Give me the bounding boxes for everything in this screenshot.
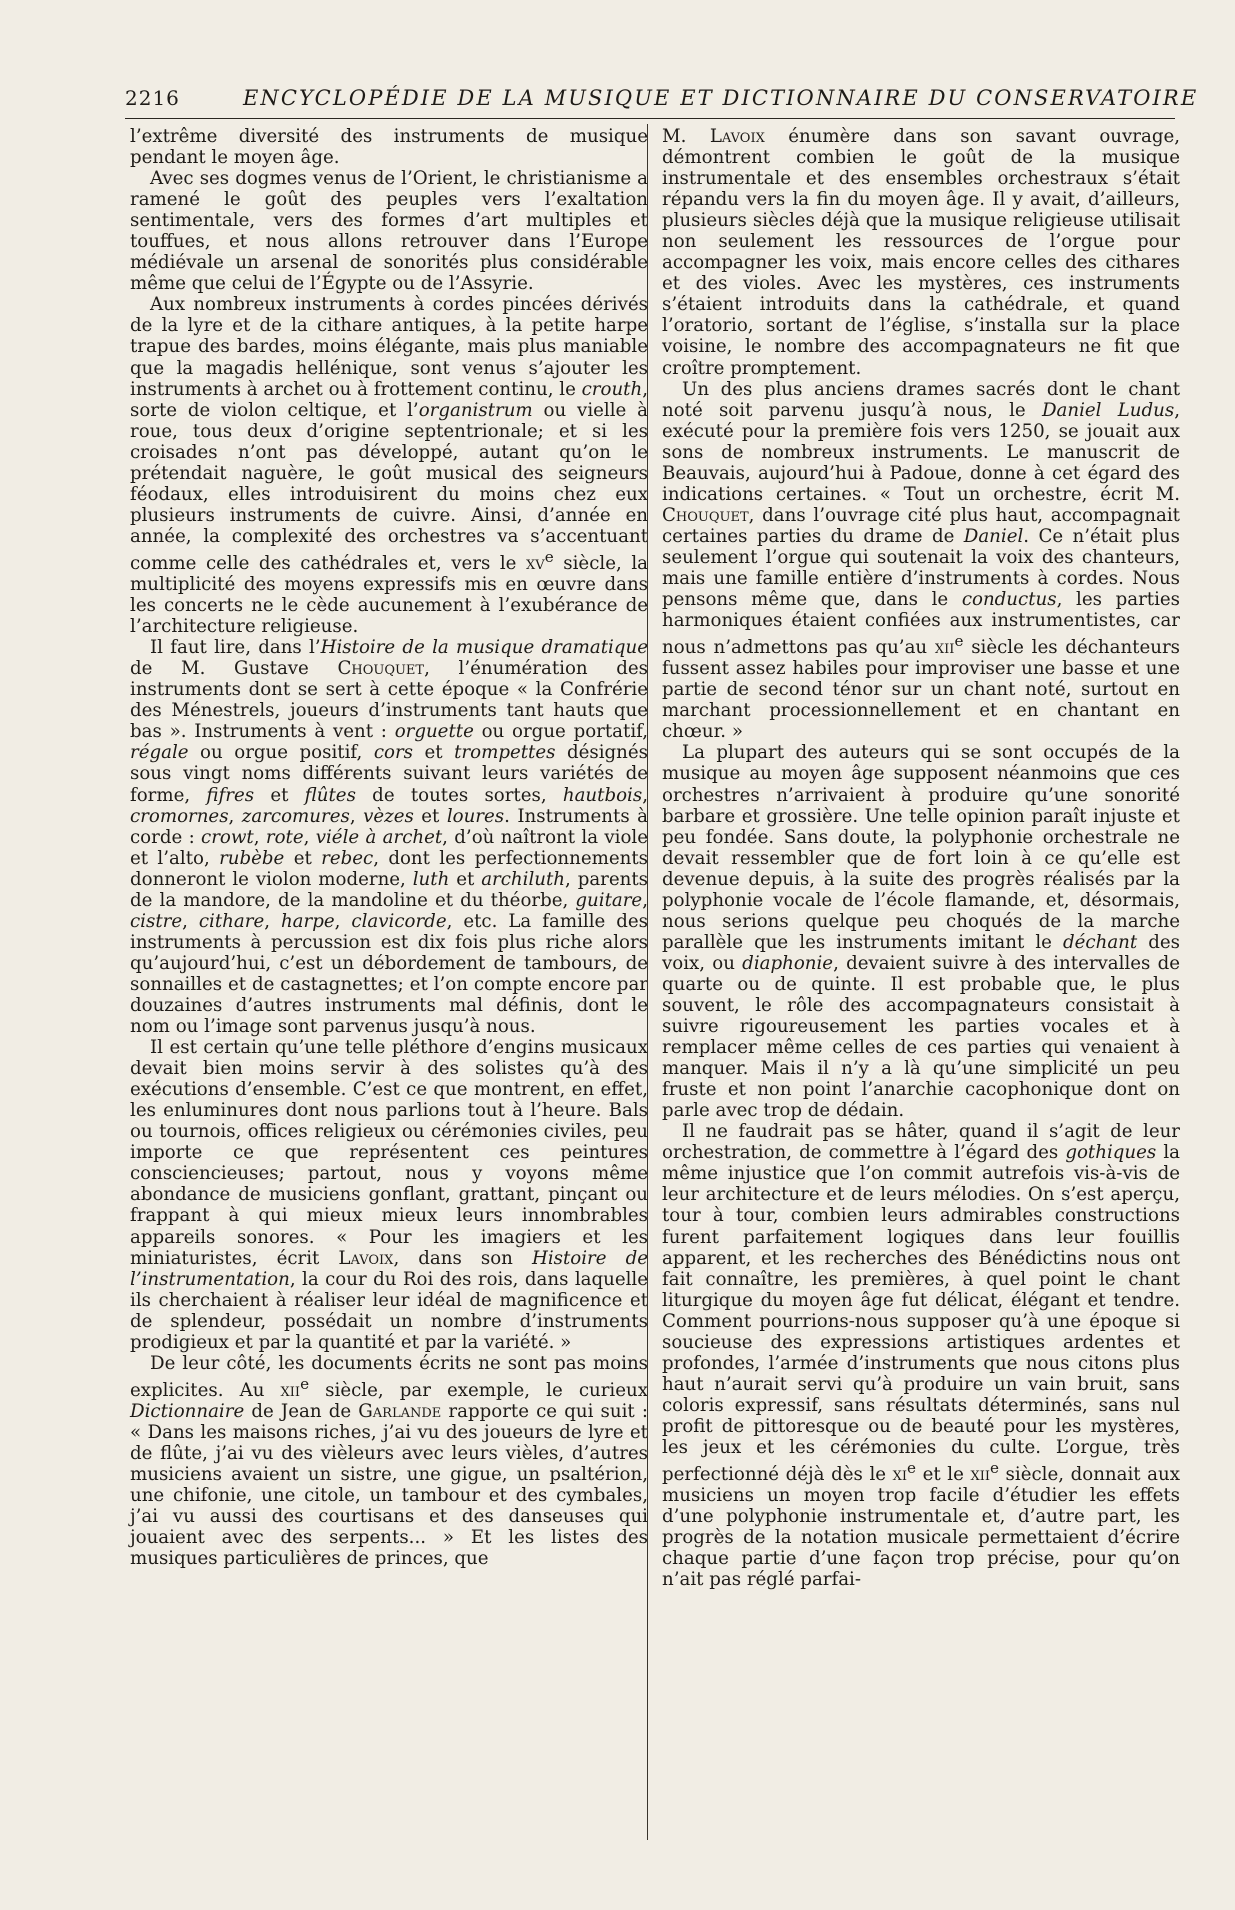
right-text-column bbox=[662, 126, 1180, 1590]
paragraph: M. Lavoix énumère dans son savant ouvrage, démontrent combien le goût de la musique instrumentale et des ensembles orchestraux s’était répandu vers la fin du moyen âge. Il y avait, d’ailleurs, plusieurs siècles déjà que la musique religieuse utilisait non seulement les ressources de l’orgue pour accompagner les voix, mais encore celles des cithares et des violes. Avec les mystères, ces instruments s’étaient introduits dans la cathédrale, et quand l’oratorio, sortant de l’église, s’installa sur la place voisine, le nombre des accompagnateurs ne fit que croître promptement. bbox=[662, 126, 1181, 379]
paragraph: Un des plus anciens drames sacrés dont le chant noté soit parvenu jusqu’à nous, le Daniel Ludus, exécuté pour la première fois vers 1250, se jouait aux sons de nombreux instruments. Le manuscrit de Beauvais, aujourd’hui à Padoue, donne à cet égard des indications certaines. « Tout un orchestre, écrit M. Chouquet, dans l’ouvrage cité plus haut, accompagnait certaines parties du drame de Daniel. Ce n’était plus seulement l’orgue qui soutenait la voix des chanteurs, mais une famille entière d’instruments à cordes. Nous pensons même que, dans le conductus, les parties harmoniques étaient confiées aux instrumentistes, car nous n’admettons pas qu’au xii$^e$ siècle les déchanteurs fussent assez habiles pour improviser une basse et une partie de second ténor sur un chant noté, surtout en marchant processionnellement et en chantant en chœur. » bbox=[662, 378, 1180, 743]
column-divider bbox=[647, 124, 648, 1840]
paragraph: l’extrême diversité des instruments de musique pendant le moyen âge. bbox=[130, 126, 648, 169]
running-title: ENCYCLOPÉDIE DE LA MUSIQUE ET DICTIONNAIRE DU CONSERVATOIRE bbox=[243, 86, 1199, 110]
paragraph: Il ne faudrait pas se hâter, quand il s’agit de leur orchestration, de commettre à l’égard des gothiques la même injustice que l’on commit autrefois vis-à-vis de leur architecture et de leurs mélodies. On s’est aperçu, tour à tour, combien leurs admirables constructions furent parfaitement logiques dans leur fouillis apparent, et les recherches des Bénédictins nous ont fait connaître, les premières, à quel point le chant liturgique du moyen âge fut délicat, élégant et tendre. Comment pourrions-nous supposer qu’à une époque si soucieuse des expressions artistiques ardentes et profondes, l’armée d’instruments que nous citons plus haut n’aurait servi qu’à produire un vain bruit, sans coloris expressif, sans résultats déterminés, sans nul profit de pittoresque ou de beauté pour les mystères, les jeux et les cérémonies du culte. L’orgue, très perfectionné déjà dès le $xi^e$ et le xii$^e$ siècle, donnait aux musiciens un moyen trop facile d’étudier les effets d’une polyphonie instrumentale et, d’autre part, les progrès de la notation musicale permettaient d’écrire chaque partie d’une façon trop précise, pour qu’on n’ait pas réglé parfai- bbox=[662, 1121, 1180, 1591]
paragraph: La plupart des auteurs qui se sont occupés de la musique au moyen âge supposent néanmoins que ces orchestres n’arrivaient à produire qu’une sonorité barbare et grossière. Une telle opinion paraît injuste et peu fondée. Sans doute, la polyphonie orchestrale ne devait ressembler que de fort loin à ce qu’elle est devenue depuis, à la suite des progrès réalisés par la polyphonie vocale de l’école flamande, et, désormais, nous serions quelque peu choqués de la marche parallèle que les instruments imitant le déchant des voix, ou diaphonie, devaient suivre à des intervalles de quarte ou de quinte. Il est probable que, le plus souvent, le rôle des accompagnateurs consistait à suivre rigoureusement les parties vocales et à remplacer même celles de ces parties qui venaient à manquer. Mais il n’y a là qu’une simplicité un peu fruste et non point l’anarchie cacophonique dont on parle avec trop de dédain. bbox=[662, 742, 1180, 1122]
paragraph: Il est certain qu’une telle pléthore d’engins musicaux devait bien moins servir à des solistes qu’à des exécutions d’ensemble. C’est ce que montrent, en effet, les enluminures dont nous parlions tout à l’heure. Bals ou tournois, offices religieux ou cérémonies civiles, peu importe ce que représentent ces peintures consciencieuses; partout, nous y voyons même abondance de musiciens gonflant, grattant, pinçant ou frappant à qui mieux mieux leurs innombrables appareils sonores. « Pour les imagiers et les miniaturistes, écrit Lavoix, dans son Histoire de l’instrumentation, la cour du Roi des rois, dans laquelle ils cherchaient à réaliser leur idéal de magnificence et de splendeur, possédait un nombre d’instruments prodigieux et par la quantité et par la variété. » bbox=[130, 1037, 648, 1353]
page-number: 2216 bbox=[125, 86, 180, 110]
page-header bbox=[125, 84, 1199, 119]
paragraph: Aux nombreux instruments à cordes pincées dérivés de la lyre et de la cithare antiques, à la petite harpe trapue des bardes, moins élégante, mais plus maniable que la magadis hellénique, sont venus s’ajouter les instruments à archet ou à frottement continu, le crouth, sorte de violon celtique, et l’organistrum ou vielle à roue, tous deux d’origine septentrionale; et si les croisades n’ont pas développé, autant qu’on le prétendait naguère, le goût musical des seigneurs féodaux, elles introduisirent du moins chez eux plusieurs instruments de cuivre. Ainsi, d’année en année, la complexité des orchestres va s’accentuant comme celle des cathédrales et, vers le $xv^e$ siècle, la multiplicité des moyens expressifs mis en œuvre dans les concerts ne le cède aucunement à l’exubérance de l’architecture religieuse. bbox=[130, 294, 648, 638]
left-text-column bbox=[130, 126, 648, 1569]
paragraph: Il faut lire, dans l’Histoire de la musique dramatique de M. Gustave Chouquet, l’énumération des instruments dont se sert à cette époque « la Confrérie des Ménestrels, joueurs d’instruments tant hauts que bas ». Instruments à vent : orguette ou orgue portatif, régale ou orgue positif, cors et trompettes désignés sous vingt noms différents suivant leurs variétés de forme, fifres et flûtes de toutes sortes, hautbois, cromornes, zarcomures, vèzes et loures. Instruments à corde : crowt, rote, viéle à archet, d’où naîtront la viole et l’alto, rubèbe et rebec, dont les perfectionnements donneront le violon moderne, luth et archiluth, parents de la mandore, de la mandoline et du théorbe, guitare, cistre, cithare, harpe, clavicorde, etc. La famille des instruments à percussion est dix fois plus riche alors qu’aujourd’hui, c’est un débordement de tambours, de sonnailles et de castagnettes; et l’on compte encore par douzaines d’autres instruments mal définis, dont le nom ou l’image sont parvenus jusqu’à nous. bbox=[130, 637, 649, 1038]
paragraph: Avec ses dogmes venus de l’Orient, le christianisme a ramené le goût des peuples vers l’exaltation sentimentale, vers des formes d’art multiples et touffues, et nous allons retrouver dans l’Europe médiévale un arsenal de sonorités plus considérable même que celui de l’Égypte ou de l’Assyrie. bbox=[130, 168, 648, 295]
paragraph: De leur côté, les documents écrits ne sont pas moins explicites. Au xii$^e$ siècle, par exemple, le curieux Dictionnaire de Jean de Garlande rapporte ce qui suit : « Dans les maisons riches, j’ai vu des joueurs de lyre et de flûte, j’ai vu des vièleurs avec leurs vièles, d’autres musiciens avaient un sistre, une gigue, un psaltérion, une chifonie, une citole, un tambour et des cymbales, j’ai vu aussi des courtisans et des danseuses qui jouaient avec des serpents... » Et les listes des musiques particulières de princes, que bbox=[130, 1352, 648, 1570]
